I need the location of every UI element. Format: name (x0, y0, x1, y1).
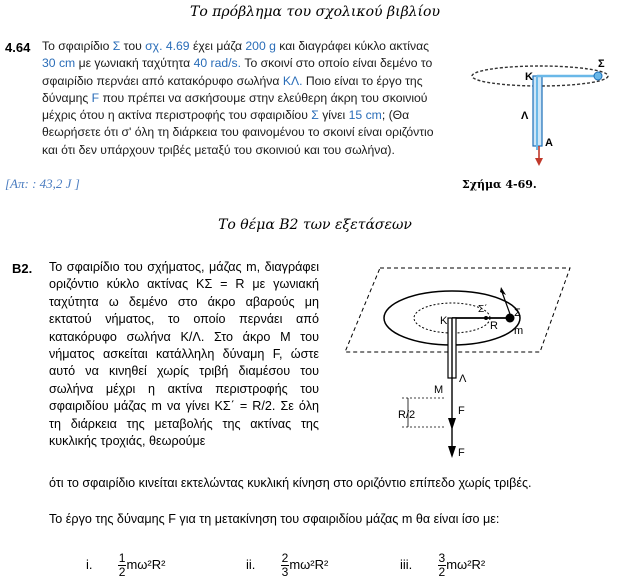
highlighted-term: 200 g (245, 39, 276, 53)
highlighted-term: ΚΛ. (282, 73, 303, 88)
option-iii (400, 552, 485, 579)
fraction: $\frac{1}{2}$ (118, 551, 126, 579)
text-segment: του (120, 39, 146, 53)
option-expr: mω²R² (126, 556, 166, 572)
text-segment: Το σκοινί στο οποίο είναι δεμένο το σφαιρίδιο περνάει από κατακόρυφο σωλήνα (42, 56, 433, 88)
label-l: Λ (521, 110, 529, 122)
exam-problem-text: Το σφαιρίδιο του σχήματος, μάζας m, διαγράφει οριζόντιο κύκλο ακτίνας ΚΣ = R με γωνιακή ταχύτητα ω δεμένο στο άκρο αβαρούς μη εκτατού νήματος, το οποίο περνάει από κατακόρυφο σωλήνα Κ/Λ. Στο άκρο Μ του νήματος ασκείται κατάλληλη δύναμη F, ώστε αυτό να κινηθεί χωρίς τριβή διαμέσου του σωλήνα μέχρι η ακτίνα περιστροφής του σφαιριδίου μάζας m να γίνει ΚΣ΄ = R/2. Σε όλη τη διάρκεια της μεταβολής της ακτίνας της κυκλικής τροχιάς, θεωρούμε (49, 260, 319, 449)
exam-figure (340, 262, 630, 462)
label-k: Κ (525, 71, 533, 83)
problem-number: 4.64 (5, 40, 31, 55)
option-label: iii. (400, 556, 413, 572)
book-problem-text (42, 38, 442, 159)
label-a: Α (545, 137, 553, 149)
horizontal-plane (345, 268, 570, 352)
text-segment: ; (Θα θεωρήσετε ότι σ' όλη τη διάρκεια του φαινομένου το σκοινί είναι οριζόντιο και ότι δεν υπάρχουν τριβές μεταξύ του σκοινιού και του σωλήνα). (42, 108, 434, 157)
option-label: i. (86, 556, 93, 572)
highlighted-term: 30 cm (42, 56, 76, 71)
label-sigma-prime: Σ΄ (478, 304, 488, 315)
heading-book-problem: Το πρόβλημα του σχολικού βιβλίου (190, 4, 440, 20)
heading-exam-problem: Το θέμα Β2 των εξετάσεων (218, 217, 412, 233)
highlighted-term: 15 cm (348, 108, 382, 123)
fraction: $\frac{2}{3}$ (281, 551, 289, 579)
option-expr: mω²R² (289, 556, 329, 572)
exam-problem-text-continued: ότι το σφαιρίδιο κινείται εκτελώντας κυκλική κίνηση στο οριζόντιο επίπεδο χωρίς τριβές. (49, 476, 532, 490)
text-segment: έχει μάζα (189, 39, 246, 53)
highlighted-term: σχ. 4.69 (145, 39, 190, 53)
label-f-1: F (458, 405, 465, 417)
text-segment: και διαγράφει κύκλο ακτίνας (275, 39, 430, 53)
force-arrow-head (535, 158, 543, 166)
point-s-prime (484, 316, 488, 320)
highlighted-term: Σ (311, 108, 319, 123)
label-s: Σ (598, 58, 605, 70)
text-segment: που πρέπει να ασκήσουμε στην ελεύθερη άκρη του σκοινιού μέχρις ότου η ακτίνα περιστροφής του σφαιριδίου (42, 90, 428, 123)
text-segment: γίνει (318, 108, 349, 123)
label-r-half: R/2 (398, 409, 416, 421)
label-sigma: Σ (514, 307, 521, 319)
exam-problem-question: Το έργο της δύναμης F για τη μετακίνηση του σφαιριδίου μάζας m θα είναι ίσο με: (49, 512, 500, 526)
figure-4-69 (455, 40, 630, 180)
label-r: R (490, 320, 498, 332)
highlighted-term: Σ (112, 39, 121, 53)
option-label: ii. (246, 556, 256, 572)
fraction: $\frac{3}{2}$ (438, 551, 446, 579)
book-answer: [Απ: : 43,2 J ] (5, 176, 80, 191)
label-mu: Μ (434, 384, 444, 396)
label-m: m (514, 325, 524, 337)
ball-s (594, 72, 602, 80)
label-lambda: Λ (459, 373, 467, 385)
text-segment: με γωνιακή ταχύτητα (75, 56, 194, 71)
highlighted-term: F (91, 90, 100, 105)
exam-problem-label: Β2. (12, 261, 33, 276)
text-segment: Ποιο είναι το έργο της δύναμης (42, 73, 423, 105)
option-ii (246, 552, 328, 579)
option-i (86, 552, 165, 579)
figure-caption: Σχήμα 4-69. (462, 178, 537, 191)
text-segment: Το σφαιρίδιο (42, 39, 113, 53)
label-f-2: F (458, 447, 465, 459)
highlighted-term: 40 rad/s. (193, 56, 241, 71)
option-expr: mω²R² (446, 556, 486, 572)
label-k: Κ (440, 315, 448, 327)
